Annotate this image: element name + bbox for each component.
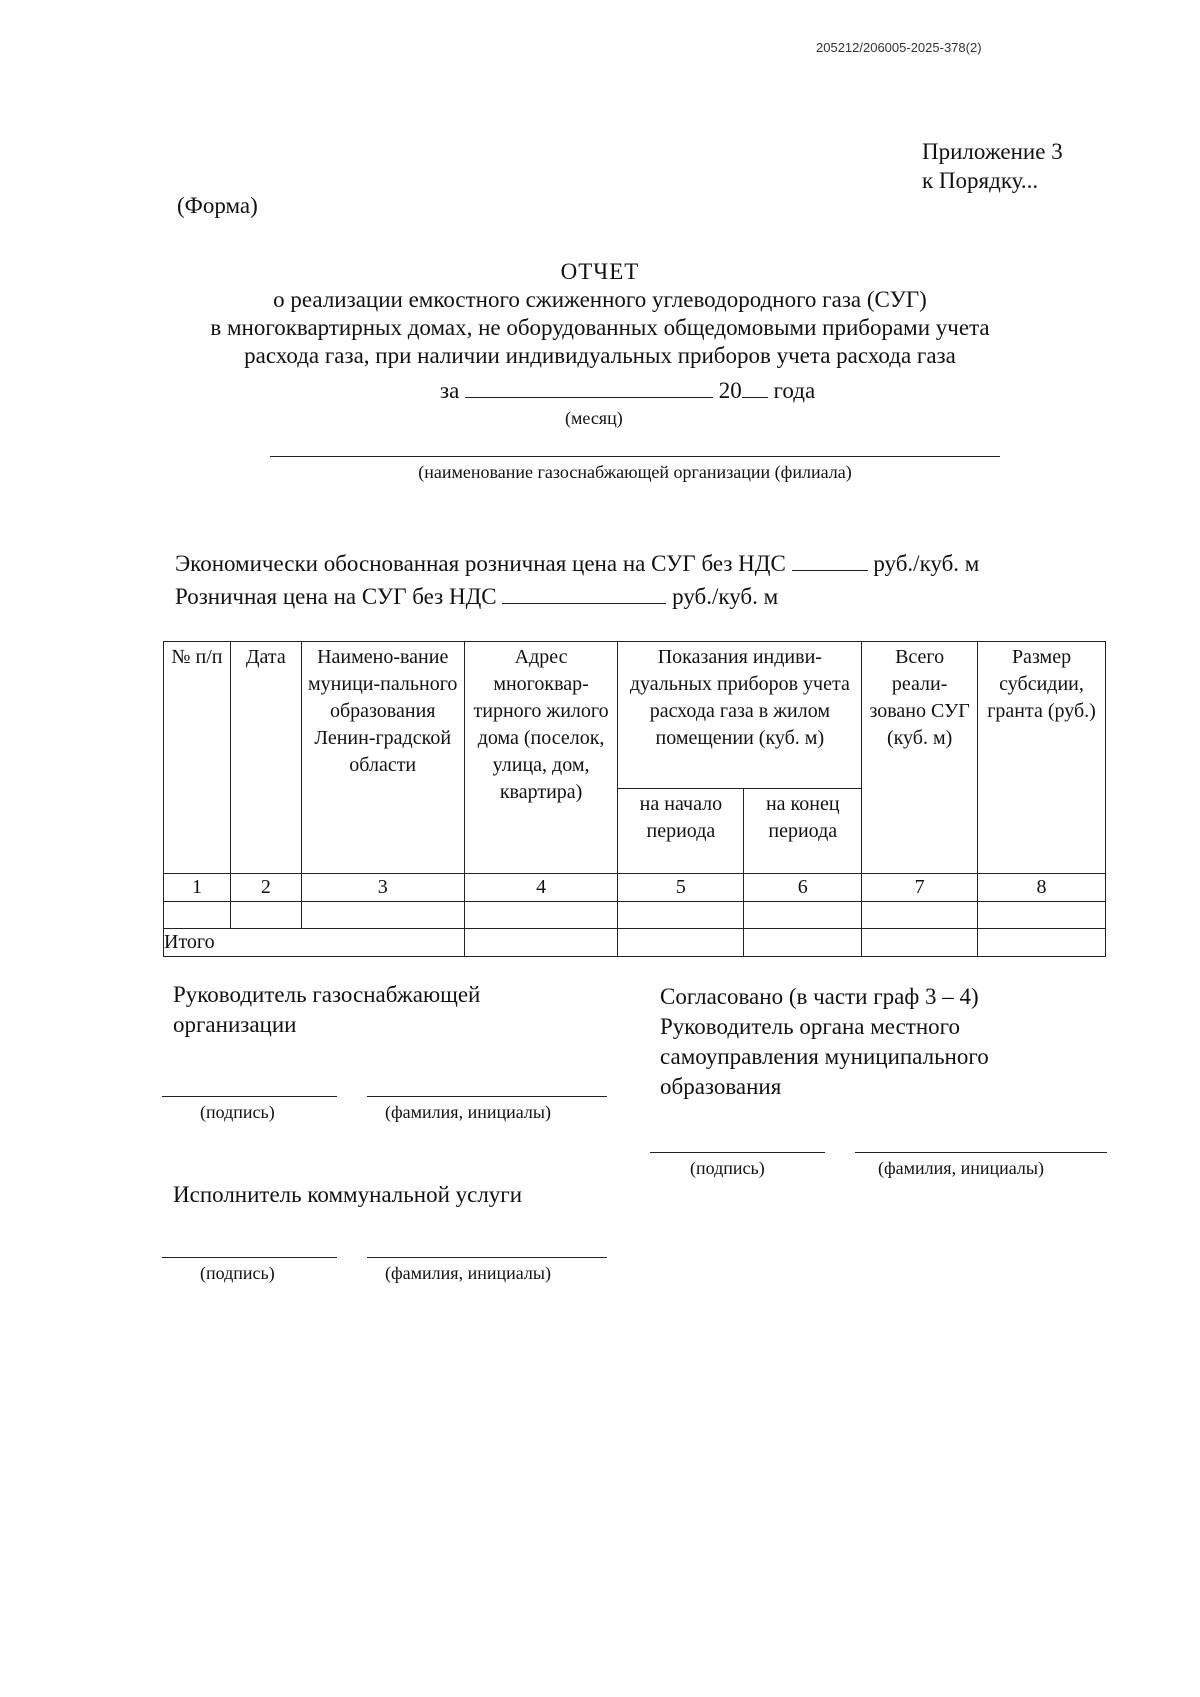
executor-title: Исполнитель коммунальной услуги [173, 1182, 523, 1207]
document-id: 205212/206005-2025-378(2) [816, 40, 982, 55]
table-cell [301, 902, 464, 929]
agreed-line-4: образования [660, 1074, 782, 1099]
period-line [440, 378, 815, 404]
appendix-line-2: к Порядку... [922, 168, 1039, 193]
header-subsidy: Размер субсидии, гранта (руб.) [978, 642, 1106, 874]
report-table [163, 641, 1106, 957]
total-label: Итого [164, 929, 465, 957]
supplier-head-line-1: Руководитель газоснабжающей [173, 982, 481, 1007]
col-num: 5 [618, 874, 744, 902]
title-line-1: о реализации емкостного сжиженного углеводородного газа (СУГ) [273, 287, 927, 312]
supplier-name-caption: (фамилия, инициалы) [385, 1102, 551, 1122]
col-num: 7 [862, 874, 978, 902]
period-prefix: за [440, 378, 460, 403]
header-total-sold: Всего реали-зовано СУГ (куб. м) [862, 642, 978, 874]
agreed-name-line [855, 1152, 1107, 1153]
col-num: 8 [978, 874, 1106, 902]
header-municipality: Наимено-вание муници-пального образования Ленин-градской области [301, 642, 464, 874]
header-row-1 [164, 642, 1106, 789]
agreed-line-1: Согласовано (в части граф 3 – 4) [660, 984, 979, 1009]
title-line-3: расхода газа, при наличии индивидуальных приборов учета расхода газа [244, 343, 956, 368]
table-cell [978, 902, 1106, 929]
econ-price-label: Экономически обоснованная розничная цена на СУГ без НДС [175, 551, 786, 576]
header-meter-readings: Показания индиви-дуальных приборов учета расхода газа в жилом помещении (куб. м) [618, 642, 862, 789]
table-cell [230, 902, 301, 929]
agreed-line-2: Руководитель органа местного [660, 1014, 960, 1039]
header-date: Дата [230, 642, 301, 874]
col-num: 3 [301, 874, 464, 902]
agreed-line-3: самоуправления муниципального [660, 1044, 989, 1069]
table-cell [618, 929, 744, 957]
table-cell [618, 902, 744, 929]
header-address: Адрес многоквар-тирного жилого дома (поселок, улица, дом, квартира) [464, 642, 618, 874]
agreed-block [660, 982, 989, 1102]
econ-price-unit: руб./куб. м [873, 551, 980, 576]
report-title [0, 258, 1200, 370]
agreed-signature-caption: (подпись) [690, 1158, 765, 1178]
header-period-start: на начало периода [618, 789, 744, 874]
title-main: ОТЧЕТ [560, 259, 640, 284]
table-cell [862, 929, 978, 957]
agreed-signature-line [650, 1152, 825, 1153]
year-blank [742, 379, 768, 398]
supplier-head-title [173, 980, 480, 1040]
col-num: 1 [164, 874, 231, 902]
empty-data-row [164, 902, 1106, 929]
month-caption: (месяц) [565, 408, 623, 428]
table-cell [464, 929, 618, 957]
table-cell [464, 902, 618, 929]
retail-price-blank [502, 585, 666, 604]
table-cell [744, 902, 862, 929]
year-prefix: 20 [718, 378, 742, 403]
table-cell [862, 902, 978, 929]
retail-price-label: Розничная цена на СУГ без НДС [175, 584, 497, 609]
supplier-name-line [367, 1096, 607, 1097]
header-period-end: на конец периода [744, 789, 862, 874]
appendix-line-1: Приложение 3 [922, 139, 1063, 164]
org-name-line [270, 456, 1000, 457]
form-label: (Форма) [177, 193, 258, 218]
col-num: 4 [464, 874, 618, 902]
retail-price-unit: руб./куб. м [672, 584, 779, 609]
appendix-note [922, 137, 1063, 195]
org-caption: (наименование газоснабжающей организации (филиала) [418, 462, 852, 482]
retail-price-line [175, 584, 778, 610]
header-num: № п/п [164, 642, 231, 874]
agreed-name-caption: (фамилия, инициалы) [878, 1158, 1044, 1178]
supplier-signature-caption: (подпись) [200, 1102, 275, 1122]
table-cell [164, 902, 231, 929]
month-blank [465, 379, 713, 398]
table-cell [978, 929, 1106, 957]
executor-name-line [367, 1257, 607, 1258]
econ-price-line [175, 551, 979, 577]
executor-name-caption: (фамилия, инициалы) [385, 1263, 551, 1283]
column-number-row [164, 874, 1106, 902]
title-line-2: в многоквартирных домах, не оборудованных общедомовыми приборами учета [210, 315, 990, 340]
econ-price-blank [792, 552, 868, 571]
period-suffix: года [773, 378, 816, 403]
supplier-signature-line [162, 1096, 337, 1097]
executor-signature-line [162, 1257, 337, 1258]
table-cell [744, 929, 862, 957]
total-row [164, 929, 1106, 957]
col-num: 2 [230, 874, 301, 902]
supplier-head-line-2: организации [173, 1012, 297, 1037]
col-num: 6 [744, 874, 862, 902]
executor-signature-caption: (подпись) [200, 1263, 275, 1283]
